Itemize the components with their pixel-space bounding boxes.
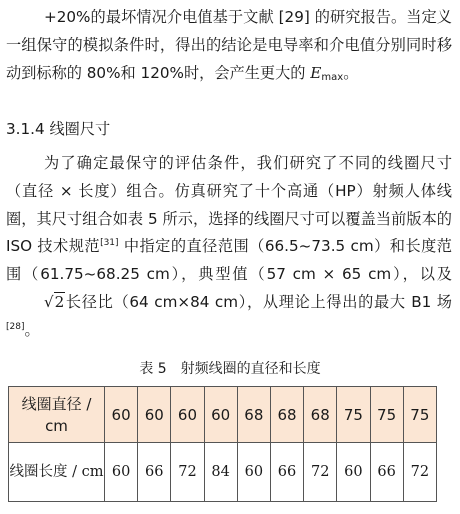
table-caption: 表 5 射频线圈的直径和长度	[139, 361, 321, 377]
table-cell: 60	[171, 387, 204, 443]
table-cell: 60	[204, 387, 237, 443]
table-cell: 66	[138, 443, 171, 502]
paragraph-end: 。	[343, 63, 359, 82]
table-cell: 60	[237, 443, 270, 502]
sqrt-2-expression	[6, 289, 65, 317]
table-cell: 60	[105, 443, 138, 502]
paragraph-line: 更大的	[259, 63, 311, 82]
row-header-length: 线圈长度 / cm	[9, 443, 105, 502]
table-cell: 75	[370, 387, 403, 443]
table-cell: 75	[403, 387, 436, 443]
table-cell: 60	[138, 387, 171, 443]
emax-subscript: max	[321, 71, 344, 83]
paragraph-dielectric	[6, 4, 452, 91]
table-cell: 68	[270, 387, 303, 443]
emax-symbol: E	[310, 63, 322, 82]
table-cell: 75	[337, 387, 370, 443]
section-heading: 3.1.4 线圈尺寸	[6, 120, 111, 138]
table-cell: 68	[237, 387, 270, 443]
paragraph-text: 中指定的直径范围（66.5~73.5 cm）和长度范围（61.75~68.25 cm），典型值（57 cm × 65 cm），以及	[6, 237, 452, 284]
paragraph-text: 为了确定最保守的评估条件，我们研究了不同的线圈尺寸（直径 × 长度）组合。仿真研究了十个高通（HP）射频人体线圈，其尺寸组合如表 5 所示，选择的线圈尺寸可以覆盖当前版本的 ISO 技术规范	[6, 154, 452, 256]
table-cell: 66	[370, 443, 403, 502]
table-cell: 60	[105, 387, 138, 443]
row-header-diameter: 线圈直径 / cm	[9, 387, 105, 443]
paragraph-coil-size	[6, 150, 452, 345]
table-cell: 72	[403, 443, 436, 502]
table-cell: 68	[304, 387, 337, 443]
table-cell: 84	[204, 443, 237, 502]
paragraph-line: 介电值分别同时移动到标称的 80%和 120%时，会产生	[6, 35, 453, 82]
table-cell: 72	[304, 443, 337, 502]
paragraph-text: 长径比（64 cm×84 cm），从理论上得出的最大 B1 场	[65, 292, 452, 311]
citation-31: [31]	[100, 238, 119, 249]
table-cell: 72	[171, 443, 204, 502]
paragraph-end: 。	[24, 320, 40, 339]
citation-28: [28]	[6, 321, 25, 332]
sqrt-symbol: √	[44, 292, 54, 311]
table-cell: 66	[270, 443, 303, 502]
coil-dimension-table	[8, 386, 437, 502]
table-row-length	[9, 443, 437, 502]
paragraph-line: 当定义一组保守的模拟条件时，得出的结论是电导率和	[6, 8, 452, 54]
sqrt-radicand: 2	[54, 292, 65, 311]
table-cell: 60	[337, 443, 370, 502]
table-row-diameter	[9, 387, 437, 443]
paragraph-line: +20%的最坏情况介电值基于文献 [29] 的研究报告。	[44, 8, 407, 26]
